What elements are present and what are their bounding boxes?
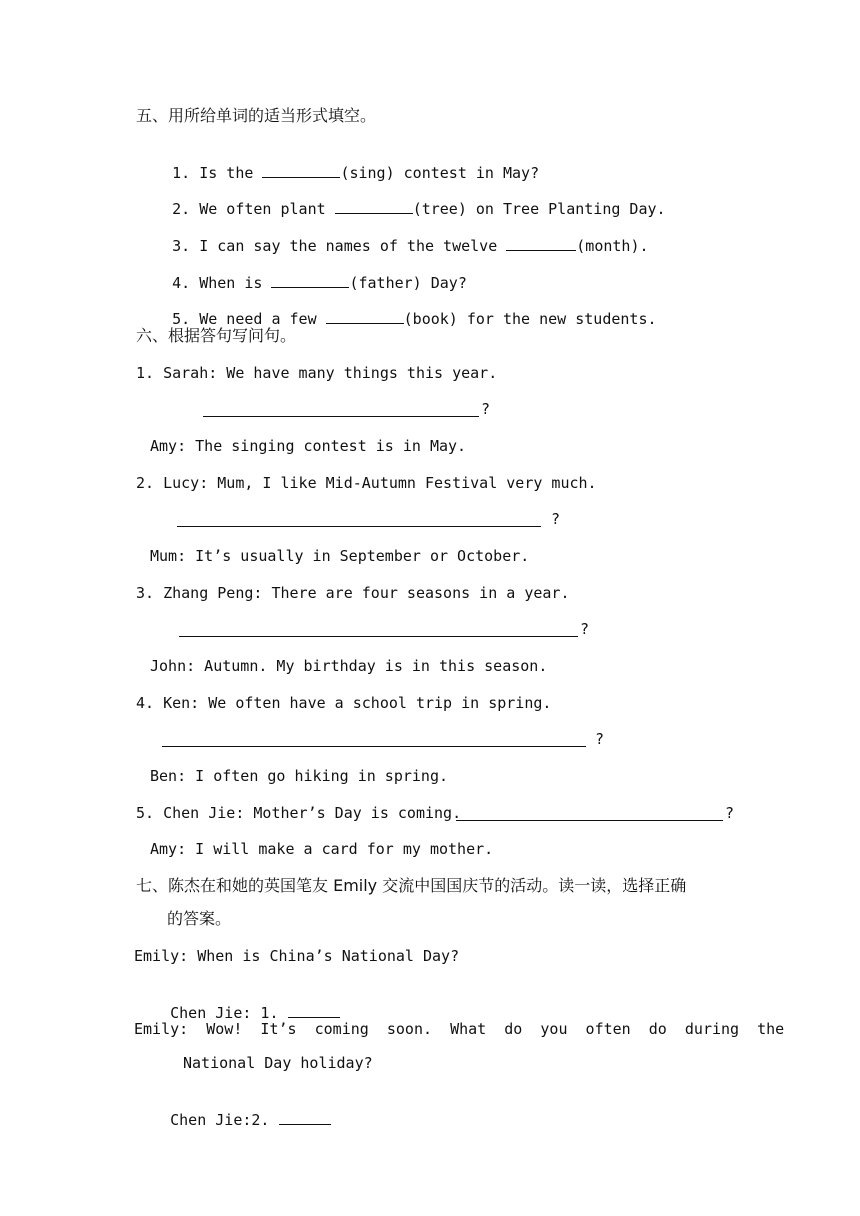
question-3-answer: John: Autumn. My birthday is in this season.: [150, 657, 548, 675]
question-5-answer: Amy: I will make a card for my mother.: [150, 840, 494, 858]
fill-blank-4[interactable]: [271, 273, 349, 288]
question-4-prompt: 4. Ken: We often have a school trip in spring.: [136, 694, 552, 712]
fill-blank-2[interactable]: [335, 199, 413, 214]
dialogue-line-3: Emily: Wow! It’s coming soon. What do you often do during the: [134, 1020, 785, 1038]
question-5-prompt: 5. Chen Jie: Mother’s Day is coming.: [136, 804, 462, 822]
fill-blank-5[interactable]: [326, 309, 404, 324]
section-7-heading: 七、陈杰在和她的英国笔友 Emily 交流中国国庆节的活动。读一读，选择正确: [136, 876, 687, 895]
fill-item-4-pre: 4. When is: [172, 274, 272, 292]
fill-item-5-post: (book) for the new students.: [403, 310, 657, 328]
dialogue-line-3-cont: National Day holiday?: [183, 1054, 373, 1072]
fill-item-4-post: (father) Day?: [349, 274, 467, 292]
question-2-answer-line[interactable]: [177, 526, 541, 527]
question-1-answer-line[interactable]: [203, 416, 479, 417]
fill-blank-3[interactable]: [506, 236, 576, 251]
question-2-answer: Mum: It’s usually in September or October.: [150, 547, 530, 565]
fill-item-2-pre: 2. We often plant: [172, 200, 335, 218]
question-1-mark: ?: [481, 400, 491, 418]
question-4-answer: Ben: I often go hiking in spring.: [150, 767, 449, 785]
dialogue-line-4: [134, 1090, 331, 1150]
question-1-answer: Amy: The singing contest is in May.: [150, 437, 467, 455]
question-3-mark: ?: [580, 620, 590, 638]
question-4-mark: ?: [595, 730, 605, 748]
fill-blank-1[interactable]: [262, 163, 340, 178]
fill-item-3-pre: 3. I can say the names of the twelve: [172, 237, 507, 255]
fill-item-2-post: (tree) on Tree Planting Day.: [412, 200, 666, 218]
dialogue-line-4-text: Chen Jie:2.: [170, 1111, 270, 1129]
fill-item-1-pre: 1. Is the: [172, 164, 263, 182]
section-6-heading: 六、根据答句写问句。: [136, 326, 297, 345]
question-2-prompt: 2. Lucy: Mum, I like Mid-Autumn Festival very much.: [136, 474, 597, 492]
fill-item-1-post: (sing) contest in May?: [340, 164, 540, 182]
question-2-mark: ?: [551, 510, 561, 528]
section-5-heading: 五、用所给单词的适当形式填空。: [136, 106, 377, 125]
question-1-prompt: 1. Sarah: We have many things this year.: [136, 364, 498, 382]
question-3-prompt: 3. Zhang Peng: There are four seasons in a year.: [136, 584, 570, 602]
section-7-heading-cont: 的答案。: [167, 909, 232, 928]
dialogue-blank-1[interactable]: [288, 1003, 340, 1018]
question-4-answer-line[interactable]: [162, 746, 586, 747]
fill-item-5-pre: 5. We need a few: [172, 310, 326, 328]
dialogue-line-1: Emily: When is China’s National Day?: [134, 947, 460, 965]
question-5-answer-line[interactable]: [456, 820, 723, 821]
dialogue-blank-2[interactable]: [279, 1110, 331, 1125]
fill-item-3-post: (month).: [576, 237, 649, 255]
dialogue-line-2-text: Chen Jie: 1.: [170, 1004, 279, 1022]
question-3-answer-line[interactable]: [179, 636, 578, 637]
question-5-mark: ?: [725, 804, 735, 822]
